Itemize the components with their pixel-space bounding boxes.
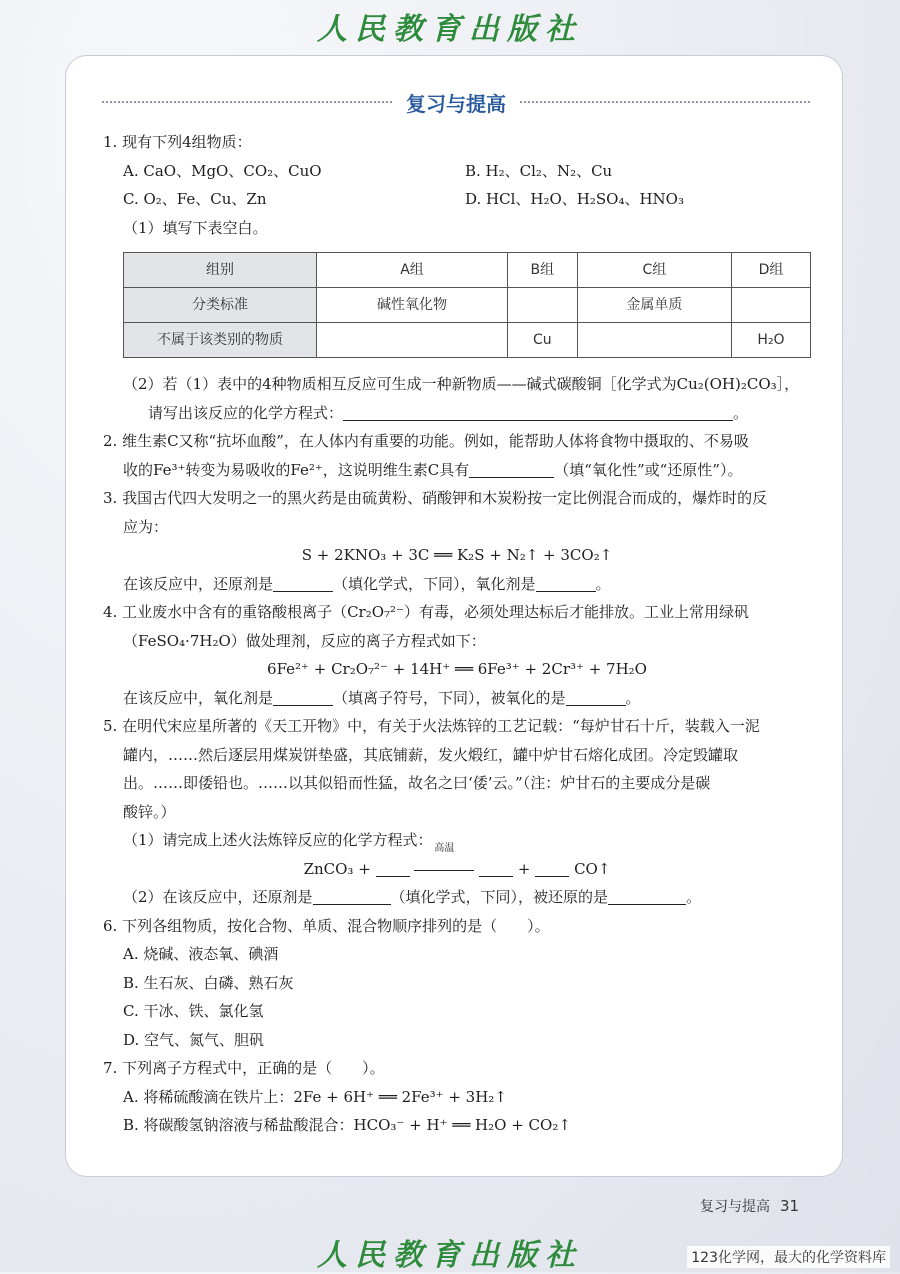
table-row <box>124 323 811 358</box>
q5-line3: 出。……即倭铅也。……以其似铅而性猛，故名之曰‘倭’云。”（注：炉甘石的主要成分是碳 <box>123 774 711 792</box>
classification-table <box>123 252 811 358</box>
reaction-condition: 高温 <box>434 842 455 854</box>
q4-equation: 6Fe²⁺ + Cr₂O₇²⁻ + 14H⁺ ══ 6Fe³⁺ + 2Cr³⁺ + 7H₂O <box>267 660 647 678</box>
publisher-logo-top: 人民教育出版社 <box>317 12 583 47</box>
q1-options-row-1 <box>103 157 811 186</box>
q5-line1: 5. 在明代宋应星所著的《天工开物》中，有关于火法炼锌的工艺记载：“每炉甘石十斤，装载入一泥 <box>103 717 760 735</box>
answer-blank[interactable] <box>608 888 686 905</box>
table-cell-blank <box>577 323 731 358</box>
q1-option-d: D. HCl、H₂O、H₂SO₄、HNO₃ <box>465 190 684 208</box>
answer-blank[interactable] <box>535 860 569 877</box>
q1-option-a: A. CaO、MgO、CO₂、CuO <box>123 161 322 180</box>
table-cell: 碱性氧化物 <box>317 288 508 323</box>
page-number: 31 <box>780 1197 800 1215</box>
table-cell: H₂O <box>732 323 811 358</box>
q3-fill-text: 在该反应中，还原剂是 <box>123 574 274 593</box>
table-header-cell: 组别 <box>124 253 317 288</box>
q2-line2 <box>103 456 811 485</box>
q3-line1: 3. 我国古代四大发明之一的黑火药是由硫黄粉、硝酸钾和木炭粉按一定比例混合而成的，爆炸时的反 <box>103 489 768 507</box>
period: 。 <box>686 888 702 906</box>
q2-text: 收的Fe³⁺转变为易吸收的Fe²⁺，这说明维生素C具有 <box>123 460 470 479</box>
title-dotted-line-left <box>102 101 392 103</box>
answer-blank[interactable] <box>469 461 554 478</box>
section-title-bar <box>102 88 810 118</box>
answer-blank[interactable] <box>479 860 513 877</box>
q1-sub1: （1）填写下表空白。 <box>123 218 268 237</box>
section-title: 复习与提高 <box>406 92 506 116</box>
table-row <box>124 253 811 288</box>
q1-sub2-prompt: 请写出该反应的化学方程式： <box>148 403 344 422</box>
site-watermark: 123化学网，最大的化学资料库 <box>687 1246 890 1268</box>
q6-option-c: C. 干冰、铁、氯化氢 <box>123 1002 264 1020</box>
q6-option-a: A. 烧碱、液态氧、碘酒 <box>123 945 279 963</box>
table-cell: Cu <box>508 323 578 358</box>
table-cell-blank <box>508 288 578 323</box>
table-header-cell: A组 <box>317 253 508 288</box>
page-footer <box>700 1196 799 1216</box>
q5-sub2 <box>103 883 811 912</box>
q1-sub2-line2 <box>103 399 811 428</box>
q5-sub1: （1）请完成上述火法炼锌反应的化学方程式： <box>123 831 433 849</box>
q1-option-c: C. O₂、Fe、Cu、Zn <box>123 190 267 208</box>
q6-stem: 6. 下列各组物质，按化合物、单质、混合物顺序排列的是（ ）。 <box>103 916 550 935</box>
table-header-cell: D组 <box>732 253 811 288</box>
table-header-cell: B组 <box>508 253 578 288</box>
q5-eq-left: ZnCO₃ + <box>303 859 371 878</box>
q7-option-b: B. 将碳酸氢钠溶液与稀盐酸混合：HCO₃⁻ + H⁺ ══ H₂O + CO₂↑ <box>123 1116 571 1134</box>
q4-fill-line <box>103 684 811 713</box>
q5-line4: 酸锌。） <box>123 802 176 821</box>
q1-option-b: B. H₂、Cl₂、N₂、Cu <box>465 161 613 180</box>
q4-fill-text: （填离子符号，下同），被氧化的是 <box>333 688 566 707</box>
period: 。 <box>595 574 611 593</box>
table-row <box>124 288 811 323</box>
q5-sub2-text: （2）在该反应中，还原剂是 <box>123 888 313 906</box>
period: 。 <box>625 688 641 707</box>
q4-line1: 4. 工业废水中含有的重铬酸根离子（Cr₂O₇²⁻）有毒，必须处理达标后才能排放。工业上常用绿矾 <box>103 603 749 621</box>
answer-blank[interactable] <box>273 689 333 706</box>
answer-blank[interactable] <box>313 888 391 905</box>
q7-stem: 7. 下列离子方程式中，正确的是（ ）。 <box>103 1059 385 1077</box>
q6-option-d: D. 空气、氮气、胆矾 <box>123 1030 265 1049</box>
answer-blank[interactable] <box>273 575 333 592</box>
q4-fill-text: 在该反应中，氧化剂是 <box>123 688 274 707</box>
table-cell-blank <box>732 288 811 323</box>
q2-line1: 2. 维生素C又称“抗坏血酸”，在人体内有重要的功能。例如，能帮助人体将食物中摄取的、不易吸 <box>103 432 749 450</box>
q5-eq-right: CO↑ <box>574 859 611 878</box>
q4-line2: （FeSO₄·7H₂O）做处理剂，反应的离子方程式如下： <box>123 631 486 650</box>
q3-equation: S + 2KNO₃ + 3C ══ K₂S + N₂↑ + 3CO₂↑ <box>301 546 613 564</box>
q5-equation <box>103 842 811 884</box>
table-cell: 分类标准 <box>124 288 317 323</box>
footer-section-label: 复习与提高 <box>700 1199 770 1215</box>
exercise-content <box>103 128 811 1140</box>
q2-text-end: （填“氧化性”或“还原性”）。 <box>554 460 743 479</box>
answer-blank[interactable] <box>566 689 626 706</box>
table-cell-blank <box>317 323 508 358</box>
q3-line2: 应为： <box>123 517 169 536</box>
q5-line2: 罐内，……然后逐层用煤炭饼垫盛，其底铺薪，发火煅红，罐中炉甘石熔化成团。冷定毁罐取 <box>123 745 739 764</box>
q5-sub2-text: （填化学式，下同），被还原的是 <box>390 888 609 906</box>
q5-eq-plus: + <box>517 859 531 878</box>
q1-options-row-2 <box>103 185 811 214</box>
reaction-arrow <box>414 842 474 884</box>
publisher-logo-bottom: 人民教育出版社 <box>317 1238 583 1273</box>
q1-stem: 1. 现有下列4组物质： <box>103 133 252 151</box>
table-cell: 不属于该类别的物质 <box>124 323 317 358</box>
title-dotted-line-right <box>520 101 810 103</box>
q1-sub2-line1: （2）若（1）表中的4种物质相互反应可生成一种新物质——碱式碳酸铜［化学式为Cu₂(OH)₂CO₃］， <box>123 375 800 393</box>
q6-option-b: B. 生石灰、白磷、熟石灰 <box>123 973 294 992</box>
table-cell: 金属单质 <box>577 288 731 323</box>
q3-fill-line <box>103 570 811 599</box>
answer-blank[interactable] <box>536 575 596 592</box>
answer-blank[interactable] <box>343 404 733 421</box>
answer-blank[interactable] <box>376 860 410 877</box>
reaction-bar <box>414 862 474 871</box>
q3-fill-text: （填化学式，下同），氧化剂是 <box>333 574 536 593</box>
q7-option-a: A. 将稀硫酸滴在铁片上：2Fe + 6H⁺ ══ 2Fe³⁺ + 3H₂↑ <box>123 1087 507 1106</box>
table-header-cell: C组 <box>577 253 731 288</box>
period: 。 <box>733 403 749 422</box>
